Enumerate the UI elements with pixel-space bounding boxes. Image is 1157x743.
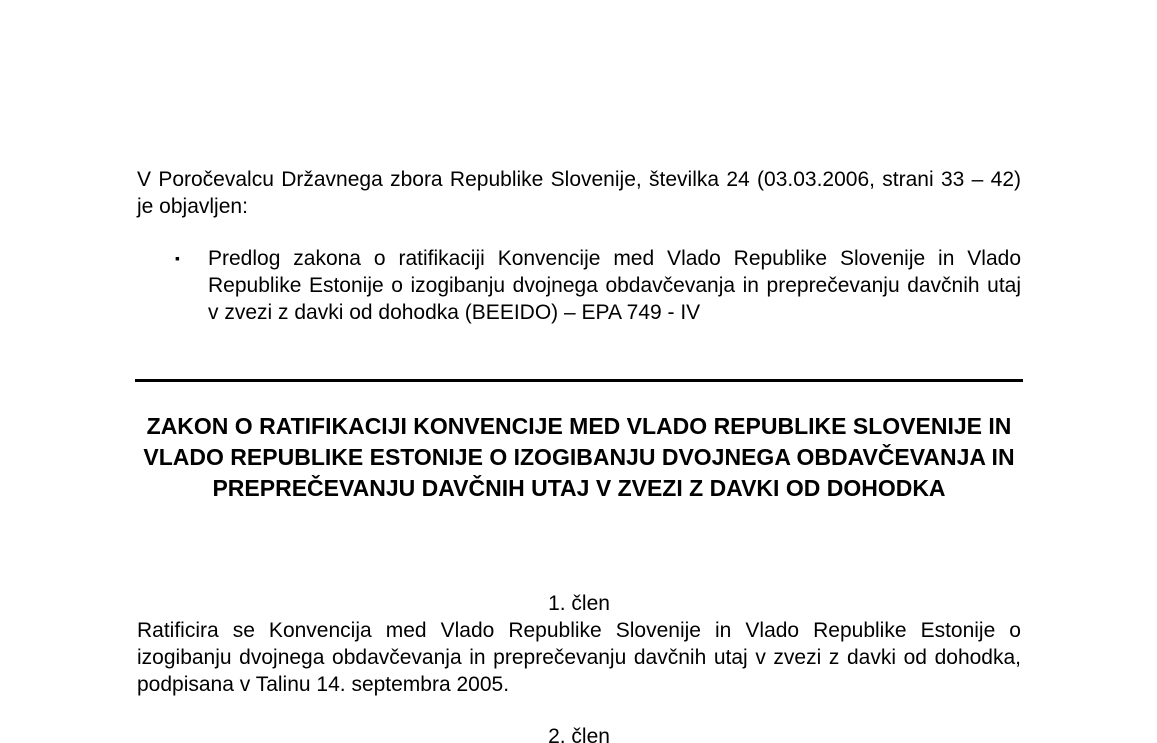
horizontal-divider bbox=[135, 379, 1023, 382]
square-bullet-icon: ▪ bbox=[175, 250, 180, 266]
article-2-heading: 2. člen bbox=[548, 725, 610, 743]
list-item-text: Predlog zakona o ratifikaciji Konvencije med Vlado Republike Slovenije in Vlado Republike Estonije o izogibanju dvojnega obdavčevanja in preprečevanju davčnih utaj v zvezi z davki od dohodka (BEEIDO) – EPA 749 - IV bbox=[208, 247, 1021, 324]
article-1-heading: 1. člen bbox=[548, 592, 610, 615]
article-1-body: Ratificira se Konvencija med Vlado Republike Slovenije in Vlado Republike Estonije o izogibanju dvojnega obdavčevanja in preprečevanju davčnih utaj v zvezi z davki od dohodka, podpisana v Talinu 14. septembra 2005. bbox=[137, 619, 1021, 696]
law-title: ZAKON O RATIFIKACIJI KONVENCIJE MED VLADO REPUBLIKE SLOVENIJE IN VLADO REPUBLIKE ESTONIJE O IZOGIBANJU DVOJNEGA OBDAVČEVANJA IN PREPREČEVANJU DAVČNIH UTAJ V ZVEZI Z DAVKI OD DOHODKA bbox=[143, 413, 1015, 501]
publication-list bbox=[137, 245, 1021, 326]
intro-paragraph: V Poročevalcu Državnega zbora Republike Slovenije, številka 24 (03.03.2006, strani 33 – 42) je objavljen: bbox=[137, 168, 1021, 218]
list-item bbox=[137, 245, 1021, 326]
